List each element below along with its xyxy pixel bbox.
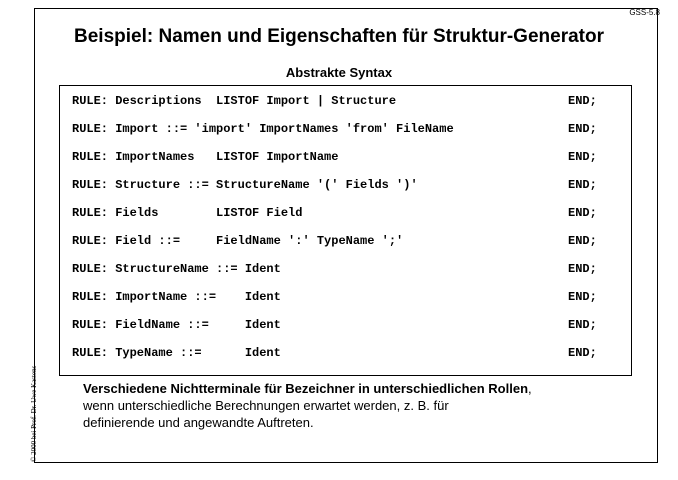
notes-emphasis-suffix: ,: [528, 381, 532, 396]
copyright-notice: © 2000 bei Prof. Dr. Uwe Kastens: [30, 365, 38, 462]
explanation-notes: [83, 380, 623, 431]
grammar-rule: [72, 346, 597, 364]
grammar-rule: [72, 178, 597, 196]
notes-line-1: [83, 380, 623, 397]
notes-emphasis: Verschiedene Nichtterminale für Bezeichner in unterschiedlichen Rollen: [83, 381, 529, 396]
grammar-rule: [72, 318, 597, 336]
grammar-rule: [72, 122, 597, 140]
section-heading: Abstrakte Syntax: [285, 65, 393, 80]
rule-text: RULE: Descriptions LISTOF Import | Structure: [72, 94, 397, 108]
rule-end: END;: [568, 206, 597, 220]
grammar-rule: [72, 234, 597, 252]
rule-end: END;: [568, 122, 597, 136]
rule-end: END;: [568, 150, 597, 164]
rule-text: RULE: ImportName ::= Ident: [72, 290, 281, 304]
rule-text: RULE: ImportNames LISTOF ImportName: [72, 150, 339, 164]
grammar-box: [59, 85, 632, 376]
rule-text: RULE: TypeName ::= Ident: [72, 346, 281, 360]
rule-text: RULE: Field ::= FieldName ':' TypeName ';': [72, 234, 404, 248]
notes-line-2: wenn unterschiedliche Berechnungen erwartet werden, z. B. für: [83, 398, 449, 413]
rule-text: RULE: FieldName ::= Ident: [72, 318, 281, 332]
rule-end: END;: [568, 290, 597, 304]
slide-id: GSS-5.8: [629, 8, 660, 17]
rule-end: END;: [568, 262, 597, 276]
grammar-rule: [72, 94, 597, 112]
rule-end: END;: [568, 318, 597, 332]
rule-text: RULE: Import ::= 'import' ImportNames 'from' FileName: [72, 122, 454, 136]
rule-end: END;: [568, 234, 597, 248]
rule-text: RULE: Structure ::= StructureName '(' Fields ')': [72, 178, 418, 192]
rule-end: END;: [568, 178, 597, 192]
notes-line-3: definierende und angewandte Auftreten.: [83, 415, 314, 430]
grammar-rule: [72, 206, 597, 224]
grammar-rule: [72, 262, 597, 280]
grammar-rule: [72, 150, 597, 168]
rule-end: END;: [568, 346, 597, 360]
rule-text: RULE: StructureName ::= Ident: [72, 262, 281, 276]
slide-title: Beispiel: Namen und Eigenschaften für Struktur-Generator: [74, 26, 604, 47]
rule-text: RULE: Fields LISTOF Field: [72, 206, 303, 220]
grammar-rule: [72, 290, 597, 308]
rule-end: END;: [568, 94, 597, 108]
